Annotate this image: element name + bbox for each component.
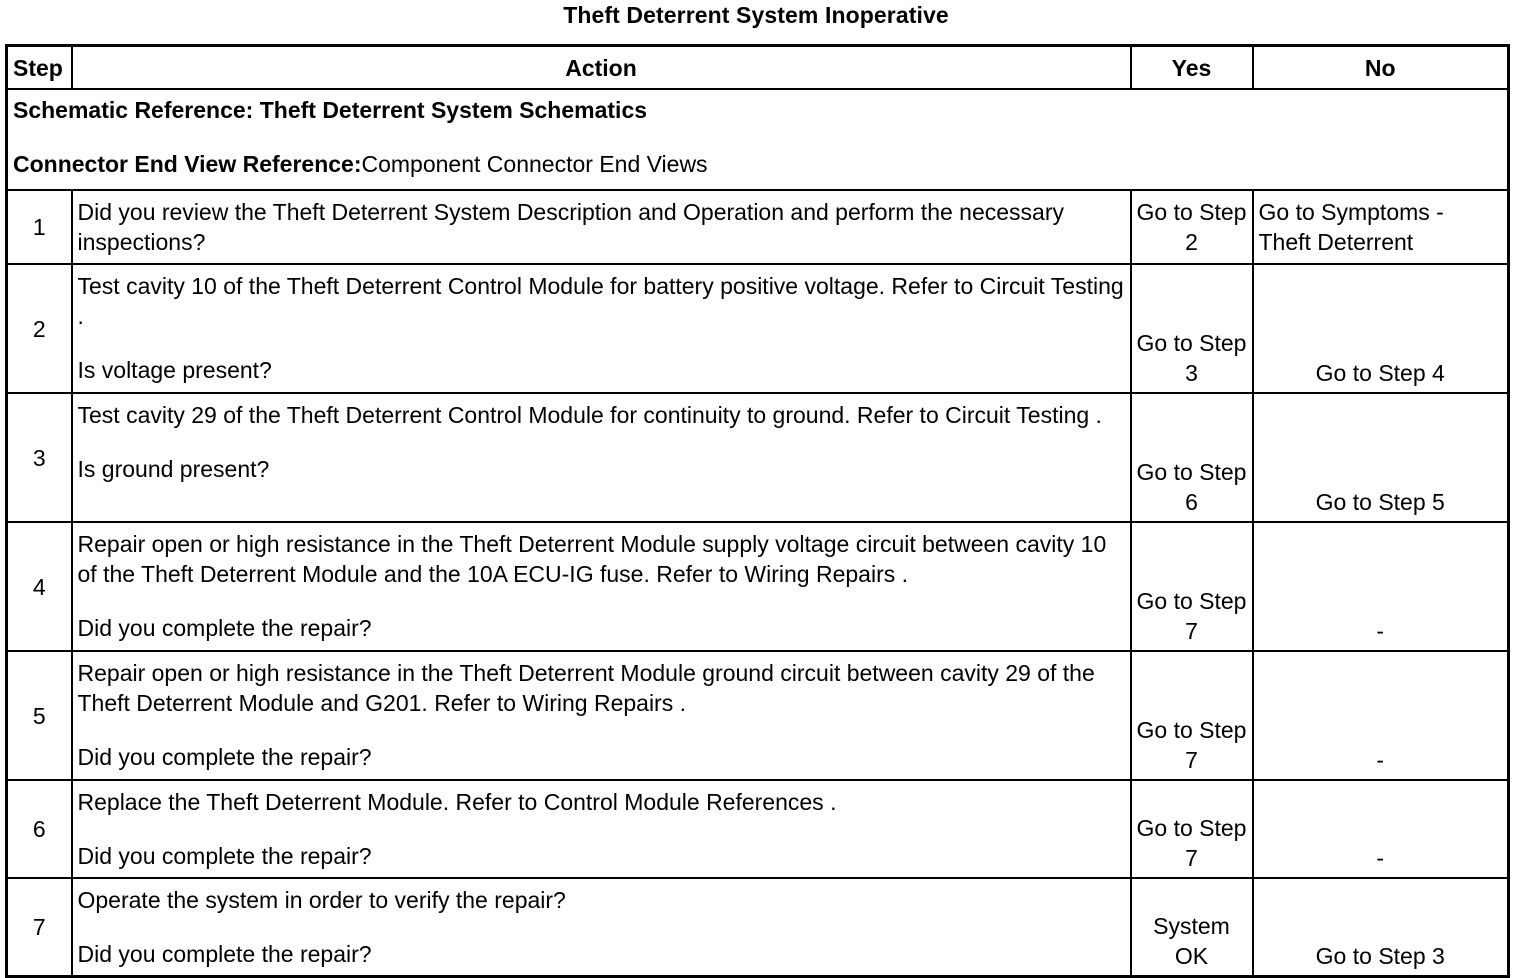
table-row <box>7 522 1509 651</box>
header-step: Step <box>7 46 72 90</box>
step-number: 6 <box>7 780 72 878</box>
connector-reference-value: Component Connector End Views <box>361 151 708 177</box>
no-cell: - <box>1253 780 1509 878</box>
question-text: Did you complete the repair? <box>77 843 372 869</box>
action-cell <box>72 190 1131 264</box>
no-cell: Go to Symptoms - Theft Deterrent <box>1253 190 1509 264</box>
no-cell: Go to Step 5 <box>1253 393 1509 522</box>
table-row <box>7 878 1509 977</box>
header-yes: Yes <box>1131 46 1253 90</box>
no-cell: - <box>1253 522 1509 651</box>
yes-cell: Go to Step 7 <box>1131 780 1253 878</box>
action-text: Test cavity 10 of the Theft Deterrent Control Module for battery positive voltage. Refer to Circuit Testing . <box>77 273 1124 329</box>
yes-cell: Go to Step 7 <box>1131 651 1253 780</box>
yes-cell: System OK <box>1131 878 1253 977</box>
action-cell <box>72 522 1131 651</box>
reference-cell <box>7 89 1509 190</box>
step-number: 2 <box>7 264 72 393</box>
action-text: Did you review the Theft Deterrent System Description and Operation and perform the necessary inspections? <box>77 199 1064 255</box>
header-no: No <box>1253 46 1509 90</box>
no-cell: - <box>1253 651 1509 780</box>
action-text: Operate the system in order to verify the repair? <box>77 887 566 913</box>
connector-reference <box>13 149 1502 179</box>
table-row <box>7 651 1509 780</box>
action-text: Repair open or high resistance in the Theft Deterrent Module ground circuit between cavity 29 of the Theft Deterrent Module and G201. Refer to Wiring Repairs . <box>77 660 1095 716</box>
action-cell <box>72 878 1131 977</box>
table-row <box>7 264 1509 393</box>
table-row <box>7 190 1509 264</box>
yes-cell: Go to Step 7 <box>1131 522 1253 651</box>
action-text: Replace the Theft Deterrent Module. Refer to Control Module References . <box>77 789 837 815</box>
diagnostic-table <box>5 44 1510 978</box>
step-number: 7 <box>7 878 72 977</box>
schematic-reference: Schematic Reference: Theft Deterrent System Schematics <box>13 97 648 123</box>
action-cell <box>72 780 1131 878</box>
connector-reference-label: Connector End View Reference: <box>13 151 362 177</box>
yes-cell: Go to Step 2 <box>1131 190 1253 264</box>
no-cell: Go to Step 3 <box>1253 878 1509 977</box>
action-text: Test cavity 29 of the Theft Deterrent Control Module for continuity to ground. Refer to Circuit Testing . <box>77 402 1102 428</box>
yes-cell: Go to Step 3 <box>1131 264 1253 393</box>
no-cell: Go to Step 4 <box>1253 264 1509 393</box>
action-text: Repair open or high resistance in the Theft Deterrent Module supply voltage circuit between cavity 10 of the Theft Deterrent Module and the 10A ECU-IG fuse. Refer to Wiring Repairs . <box>77 531 1107 587</box>
step-number: 1 <box>7 190 72 264</box>
question-text: Did you complete the repair? <box>77 744 372 770</box>
action-cell <box>72 651 1131 780</box>
header-row <box>7 46 1509 90</box>
step-number: 5 <box>7 651 72 780</box>
page-title: Theft Deterrent System Inoperative <box>563 2 949 28</box>
table-row <box>7 780 1509 878</box>
step-number: 4 <box>7 522 72 651</box>
action-cell <box>72 393 1131 522</box>
question-text: Did you complete the repair? <box>77 941 372 967</box>
reference-row <box>7 89 1509 190</box>
question-text: Did you complete the repair? <box>77 615 372 641</box>
question-text: Is ground present? <box>77 456 270 482</box>
step-number: 3 <box>7 393 72 522</box>
question-text: Is voltage present? <box>77 357 272 383</box>
action-cell <box>72 264 1131 393</box>
table-row <box>7 393 1509 522</box>
yes-cell: Go to Step 6 <box>1131 393 1253 522</box>
header-action: Action <box>72 46 1131 90</box>
